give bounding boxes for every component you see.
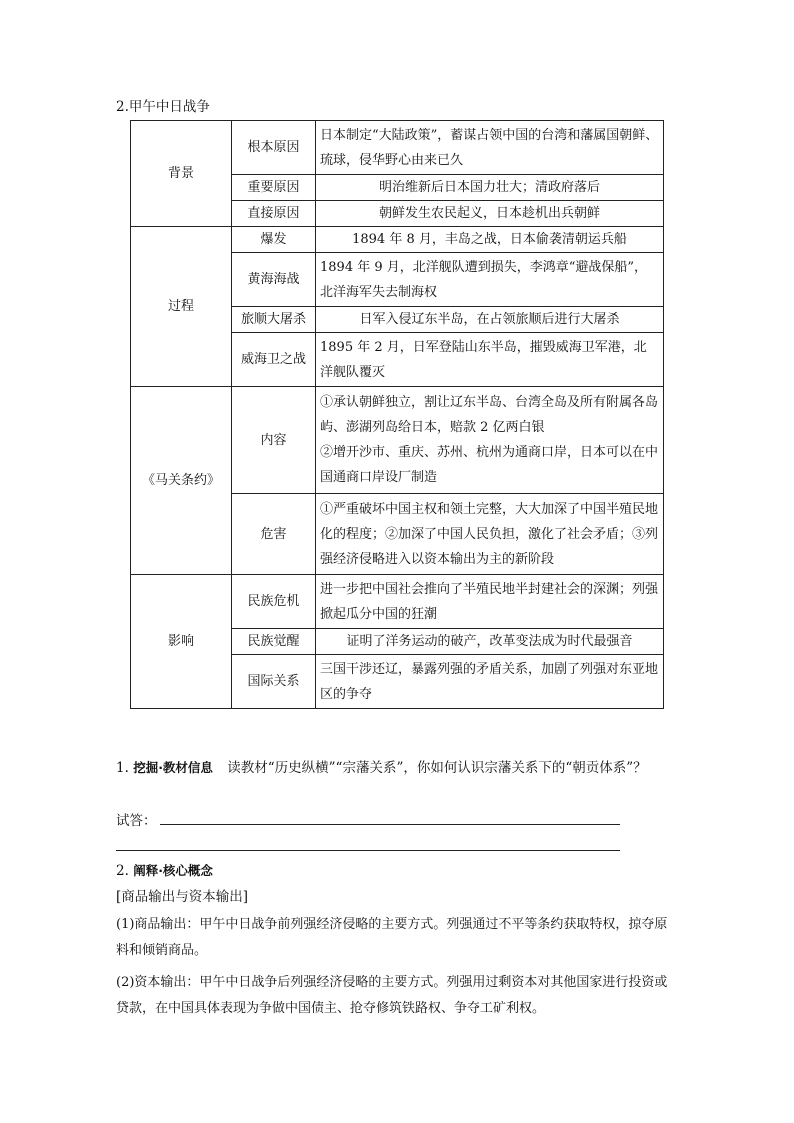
description-cell bbox=[316, 387, 664, 494]
question-text: 读教材“历史纵横”“宗藩关系”，你如何认识宗藩关系下的“朝贡体系”？ bbox=[227, 760, 647, 776]
subcategory-cell: 直接原因 bbox=[232, 201, 316, 227]
description-cell: 1895 年 2 月，日军登陆山东半岛，摧毁威海卫军港，北洋舰队覆灭 bbox=[316, 333, 664, 387]
question-2 bbox=[116, 858, 213, 884]
question-heading: 阐释·核心概念 bbox=[133, 863, 213, 878]
subcategory-cell: 重要原因 bbox=[232, 175, 316, 201]
category-cell: 影响 bbox=[131, 575, 232, 709]
description-cell: 朝鲜发生农民起义，日本趁机出兵朝鲜 bbox=[316, 201, 664, 227]
concept-paragraph-2: (2)资本输出：甲午中日战争后列强经济侵略的主要方式。列强用过剩资本对其他国家进行投资或贷款，在中国具体表现为争做中国债主、抢夺修筑铁路权、争夺工矿利权。 bbox=[116, 975, 668, 1016]
category-cell: 背景 bbox=[131, 121, 232, 227]
category-cell: 过程 bbox=[131, 227, 232, 387]
subcategory-cell: 威海卫之战 bbox=[232, 333, 316, 387]
subcategory-cell: 根本原因 bbox=[232, 121, 316, 175]
description-cell: 1894 年 9 月，北洋舰队遭到损失，李鸿章“避战保船”，北洋海军失去制海权 bbox=[316, 253, 664, 307]
treaty-clause-2: ②增开沙市、重庆、苏州、杭州为通商口岸，日本可以在中国通商口岸设厂制造 bbox=[320, 445, 659, 485]
answer-label: 试答： bbox=[116, 813, 157, 829]
description-cell: 1894 年 8 月，丰岛之战，日本偷袭清朝运兵船 bbox=[316, 227, 664, 253]
description-cell: 三国干涉还辽，暴露列强的矛盾关系，加剧了列强对东亚地区的争夺 bbox=[316, 655, 664, 709]
war-summary-table bbox=[130, 120, 664, 709]
question-heading: 挖掘·教材信息 bbox=[133, 760, 213, 775]
description-cell: ①严重破坏中国主权和领土完整，大大加深了中国半殖民地化的程度；②加深了中国人民负担，激化了社会矛盾；③列强经济侵略进入以资本输出为主的新阶段 bbox=[316, 494, 664, 575]
subcategory-cell: 国际关系 bbox=[232, 655, 316, 709]
table-row bbox=[131, 227, 664, 253]
category-cell: 《马关条约》 bbox=[131, 387, 232, 575]
description-cell: 明治维新后日本国力壮大；清政府落后 bbox=[316, 175, 664, 201]
table-row bbox=[131, 575, 664, 629]
description-cell: 进一步把中国社会推向了半殖民地半封建社会的深渊；列强掀起瓜分中国的狂潮 bbox=[316, 575, 664, 629]
subcategory-cell: 危害 bbox=[232, 494, 316, 575]
treaty-clause-1: ①承认朝鲜独立，割让辽东半岛、台湾全岛及所有附属各岛屿、澎湖列岛给日本，赔款 2 亿两白银 bbox=[320, 395, 659, 435]
answer-line[interactable] bbox=[116, 850, 620, 851]
section-title: 2.甲午中日战争 bbox=[116, 99, 210, 115]
subcategory-cell: 内容 bbox=[232, 387, 316, 494]
table-row bbox=[131, 121, 664, 175]
subcategory-cell: 旅顺大屠杀 bbox=[232, 307, 316, 333]
answer-line[interactable] bbox=[160, 824, 620, 825]
subcategory-cell: 黄海海战 bbox=[232, 253, 316, 307]
table-row bbox=[131, 387, 664, 494]
concept-paragraph-1: (1)商品输出：甲午中日战争前列强经济侵略的主要方式。列强通过不平等条约获取特权，掠夺原料和倾销商品。 bbox=[116, 917, 668, 958]
description-cell: 日军入侵辽东半岛，在占领旅顺后进行大屠杀 bbox=[316, 307, 664, 333]
question-1 bbox=[116, 755, 676, 781]
subcategory-cell: 爆发 bbox=[232, 227, 316, 253]
question-number: 1. bbox=[116, 760, 129, 776]
concept-subtitle: [商品输出与资本输出] bbox=[116, 889, 249, 905]
description-cell: 日本制定“大陆政策”，蓄谋占领中国的台湾和藩属国朝鲜、琉球，侵华野心由来已久 bbox=[316, 121, 664, 175]
subcategory-cell: 民族觉醒 bbox=[232, 629, 316, 655]
subcategory-cell: 民族危机 bbox=[232, 575, 316, 629]
description-cell: 证明了洋务运动的破产，改革变法成为时代最强音 bbox=[316, 629, 664, 655]
question-number: 2. bbox=[116, 863, 129, 879]
